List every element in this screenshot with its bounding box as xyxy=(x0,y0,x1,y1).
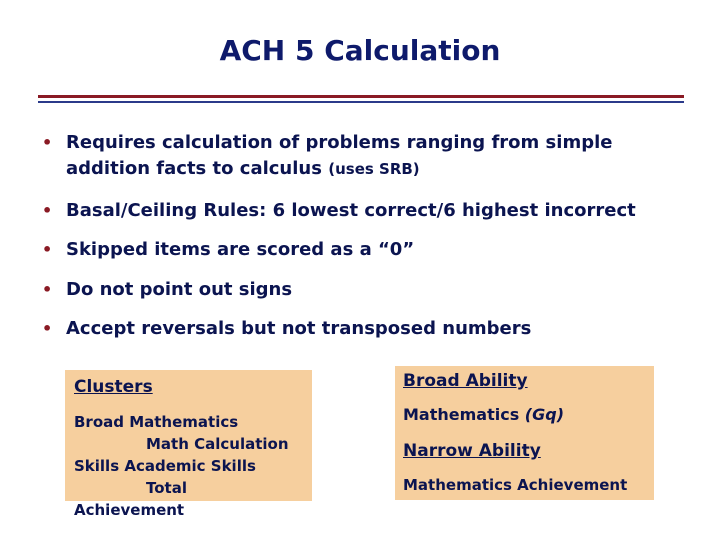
bullet-main-text: Requires calculation of problems ranging from simple addition facts to calculus xyxy=(66,132,613,179)
slide-title: ACH 5 Calculation xyxy=(219,34,501,67)
broad-ability-code: (Gq) xyxy=(524,405,565,424)
narrow-ability-value: Mathematics Achievement xyxy=(403,476,628,494)
cluster-line: Skills Academic Skills xyxy=(74,457,256,475)
broad-ability-value xyxy=(403,405,564,424)
bullet-text: Accept reversals but not transposed numbers xyxy=(66,318,532,339)
bullet-icon: • xyxy=(42,201,53,220)
bullet-icon: • xyxy=(42,240,53,259)
clusters-list xyxy=(74,411,314,521)
cluster-line: Achievement xyxy=(74,501,185,519)
clusters-heading: Clusters xyxy=(74,377,153,397)
bullet-text: Skipped items are scored as a “0” xyxy=(66,239,415,260)
bullet-icon: • xyxy=(42,133,53,152)
bullet-text: Do not point out signs xyxy=(66,279,293,300)
cluster-line: Total xyxy=(146,479,187,497)
bullet-icon: • xyxy=(42,280,53,299)
broad-ability-heading: Broad Ability xyxy=(403,371,528,391)
cluster-line: Math Calculation xyxy=(146,435,289,453)
cluster-line: Broad Mathematics xyxy=(74,413,239,431)
title-rule-red xyxy=(38,95,684,98)
broad-ability-name: Mathematics xyxy=(403,405,520,424)
bullet-suffix-text: (uses SRB) xyxy=(328,160,420,178)
bullet-text: Basal/Ceiling Rules: 6 lowest correct/6 highest incorrect xyxy=(66,200,636,221)
bullet-text xyxy=(66,130,702,182)
title-rule-blue xyxy=(38,101,684,103)
bullet-icon: • xyxy=(42,319,53,338)
narrow-ability-heading: Narrow Ability xyxy=(403,441,541,461)
